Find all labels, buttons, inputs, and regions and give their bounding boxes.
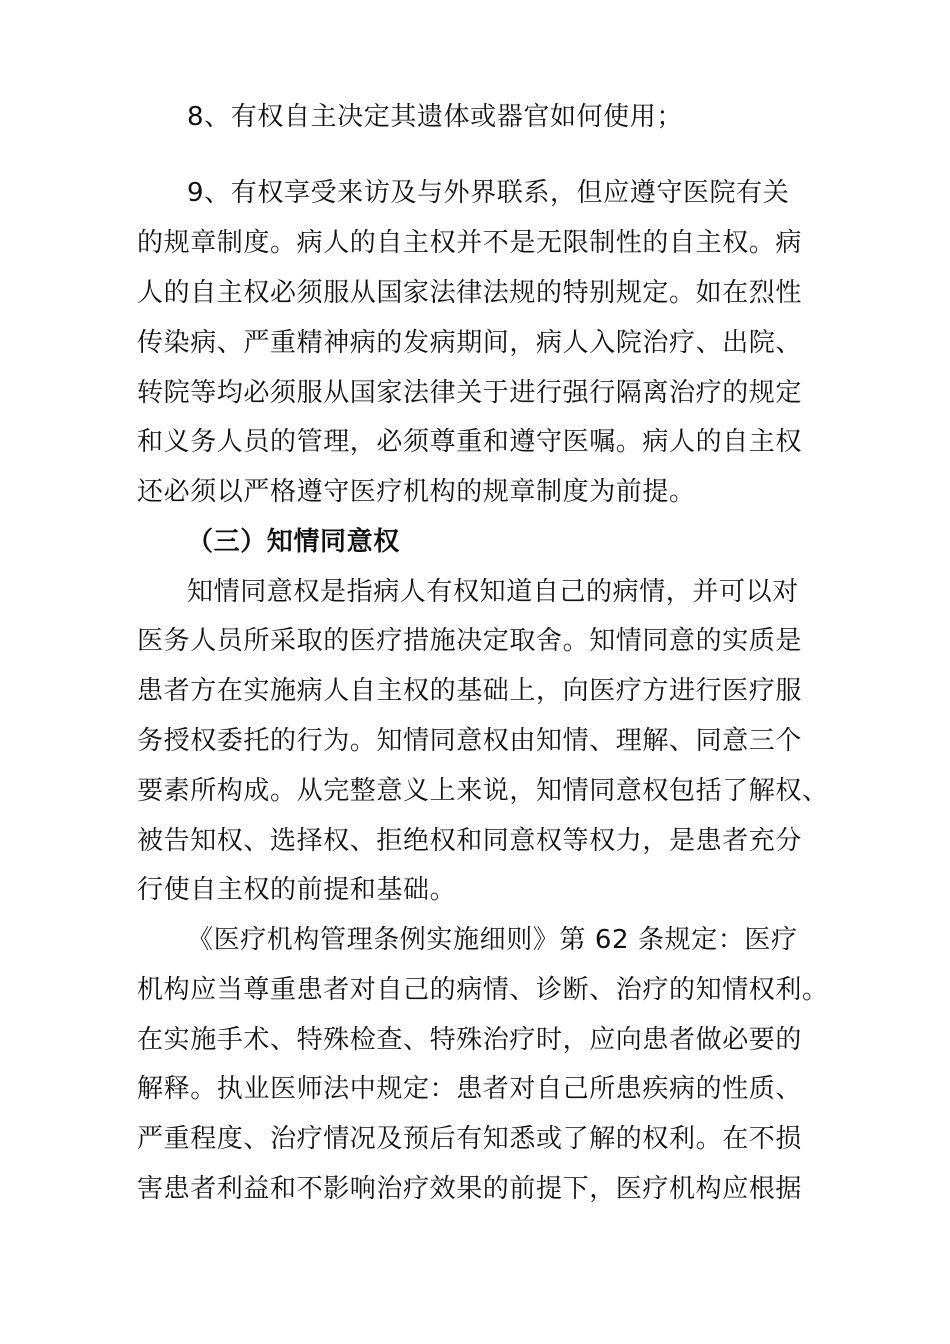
paragraph-line: 人的自主权必须服从国家法律法规的特别规定。如在烈性	[137, 278, 803, 308]
paragraph-line: 的规章制度。病人的自主权并不是无限制性的自主权。病	[137, 228, 803, 258]
paragraph-line: 《医疗机构管理条例实施细则》第 62 条规定：医疗	[187, 925, 798, 955]
paragraph-line: 机构应当尊重患者对自己的病情、诊断、治疗的知情权利。	[137, 975, 829, 1005]
paragraph-line: 患者方在实施病人自主权的基础上，向医疗方进行医疗服	[137, 676, 803, 706]
paragraph-line: 在实施手术、特殊检查、特殊治疗时，应向患者做必要的	[137, 1025, 803, 1055]
list-item-8: 8、有权自主决定其遗体或器官如何使用；	[187, 102, 683, 132]
paragraph-line: 解释。执业医师法中规定：患者对自己所患疾病的性质、	[137, 1074, 803, 1104]
paragraph-line: 知情同意权是指病人有权知道自己的病情，并可以对	[187, 577, 799, 607]
paragraph-line: 要素所构成。从完整意义上来说，知情同意权包括了解权、	[137, 776, 829, 806]
paragraph-line: 还必须以严格遵守医疗机构的规章制度为前提。	[137, 477, 696, 507]
paragraph-line: 医务人员所采取的医疗措施决定取舍。知情同意的实质是	[137, 626, 803, 656]
paragraph-line: 和义务人员的管理，必须尊重和遵守医嘱。病人的自主权	[137, 427, 803, 457]
paragraph-line: 被告知权、选择权、拒绝权和同意权等权力，是患者充分	[137, 826, 803, 856]
paragraph-line: 害患者利益和不影响治疗效果的前提下，医疗机构应根据	[137, 1174, 803, 1204]
paragraph-line: 务授权委托的行为。知情同意权由知情、理解、同意三个	[137, 726, 803, 756]
section-heading: （三）知情同意权	[187, 527, 400, 557]
paragraph-line: 行使自主权的前提和基础。	[137, 875, 457, 905]
list-item-9: 9、有权享受来访及与外界联系，但应遵守医院有关	[187, 178, 790, 208]
paragraph-line: 严重程度、治疗情况及预后有知悉或了解的权利。在不损	[137, 1124, 803, 1154]
paragraph-line: 转院等均必须服从国家法律关于进行强行隔离治疗的规定	[137, 378, 803, 408]
paragraph-line: 传染病、严重精神病的发病期间，病人入院治疗、出院、	[137, 328, 803, 358]
